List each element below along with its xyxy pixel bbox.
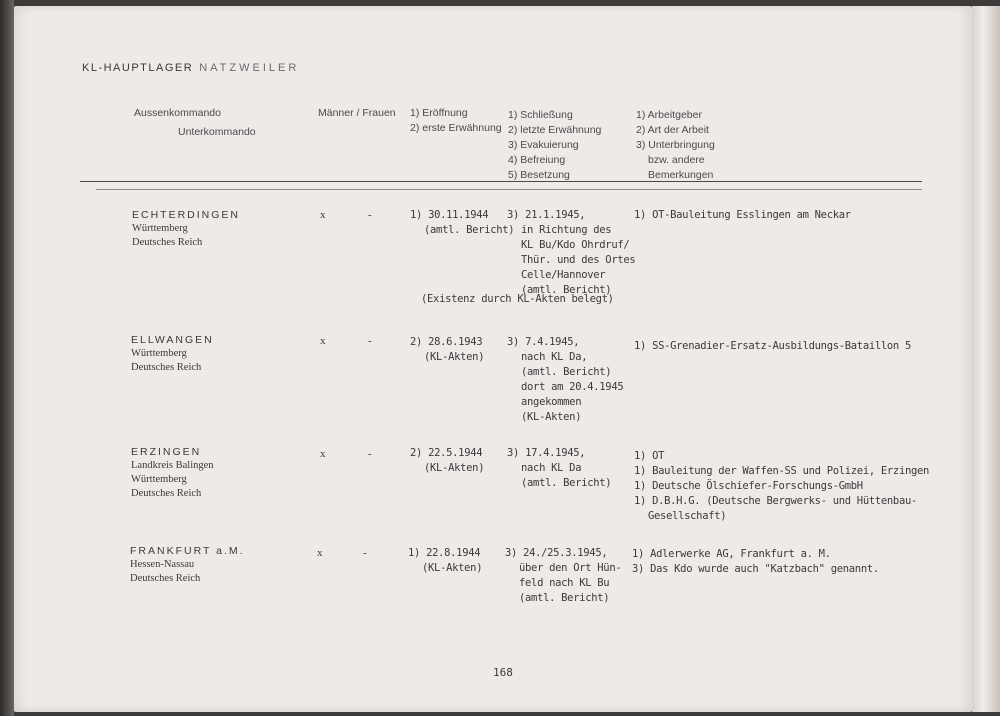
closing-line: nach KL Da,: [521, 351, 588, 363]
header-rule-secondary: [96, 189, 922, 190]
opening-line: (KL-Akten): [422, 562, 483, 574]
kommando-name: FRANKFURT a.M.: [130, 545, 245, 557]
kommando-location: Württemberg: [132, 223, 188, 234]
women-mark: -: [368, 448, 372, 460]
header-rule: [80, 181, 922, 182]
header-col3: [410, 106, 502, 136]
closing-line: 3) 17.4.1945,: [507, 447, 586, 459]
closing-line: 3) 21.1.1945,: [507, 209, 586, 221]
kommando-name: ECHTERDINGEN: [132, 209, 241, 221]
kommando-location: Deutsches Reich: [131, 362, 202, 373]
kommando-name: ELLWANGEN: [131, 334, 214, 346]
running-head-camp: NATZWEILER: [199, 62, 300, 74]
book-spine-shadow: [0, 0, 14, 716]
closing-line: (amtl. Bericht): [519, 592, 610, 604]
header-col1-line: Unterkommando: [178, 126, 256, 138]
opening-line: 2) 22.5.1944: [410, 447, 483, 459]
remarks-line: Gesellschaft): [648, 510, 727, 522]
men-mark: x: [320, 448, 326, 460]
closing-line: (KL-Akten): [521, 411, 582, 423]
remarks-line: 1) Adlerwerke AG, Frankfurt a. M.: [632, 548, 831, 560]
page-number: 168: [493, 666, 513, 679]
header-col1: [134, 106, 256, 140]
kommando-location: Württemberg: [131, 348, 187, 359]
header-col4-line: 5) Besetzung: [508, 169, 570, 181]
closing-cell: [505, 546, 621, 606]
header-col5-line: 2) Art der Arbeit: [636, 124, 709, 136]
header-col5-line: 3) Unterbringung: [636, 139, 715, 151]
kommando-location: Hessen-Nassau: [130, 559, 195, 570]
running-head-title: KL-HAUPTLAGER: [82, 62, 194, 74]
closing-cell: [507, 446, 611, 491]
kommando-location: Deutsches Reich: [132, 237, 203, 248]
header-col4-line: 2) letzte Erwähnung: [508, 124, 602, 136]
men-mark: x: [317, 547, 323, 559]
remarks-line: 1) OT-Bauleitung Esslingen am Neckar: [634, 209, 851, 221]
opening-cell: [410, 208, 514, 238]
opening-line: 2) 28.6.1943: [410, 336, 483, 348]
women-mark: -: [368, 335, 372, 347]
closing-line: Thür. und des Ortes: [521, 254, 636, 266]
header-col2: Männer / Frauen: [318, 107, 396, 119]
kommando-location: Landkreis Balingen: [131, 460, 214, 471]
closing-line: feld nach KL Bu: [519, 577, 610, 589]
header-col4-line: 1) Schließung: [508, 109, 573, 121]
header-col3-line: 2) erste Erwähnung: [410, 122, 502, 134]
opening-cell: [410, 335, 484, 365]
opening-line: (KL-Akten): [424, 462, 485, 474]
closing-line: (amtl. Bericht): [521, 477, 612, 489]
page-stack-edge: [972, 6, 1000, 712]
closing-line: in Richtung des: [521, 224, 612, 236]
opening-line: 1) 22.8.1944: [408, 547, 481, 559]
closing-line: nach KL Da: [521, 462, 582, 474]
kommando-location: Deutsches Reich: [130, 573, 201, 584]
closing-cell: [507, 335, 623, 425]
header-col5-line: bzw. andere: [648, 154, 705, 166]
remarks-cell: [634, 449, 929, 524]
header-col1-line: Aussenkommando: [134, 107, 221, 119]
existence-note: (Existenz durch KL-Akten belegt): [421, 293, 614, 305]
table-row-name: [131, 445, 214, 501]
header-col4-line: 3) Evakuierung: [508, 139, 579, 151]
closing-line: KL Bu/Kdo Ohrdruf/: [521, 239, 630, 251]
kommando-location: Deutsches Reich: [131, 488, 202, 499]
men-mark: x: [320, 209, 326, 221]
remarks-line: 1) OT: [634, 450, 665, 462]
header-col4: [508, 108, 601, 183]
closing-line: 3) 24./25.3.1945,: [505, 547, 608, 559]
opening-line: 1) 30.11.1944: [410, 209, 489, 221]
remarks-cell: [632, 547, 879, 577]
header-col5-line: Bemerkungen: [648, 169, 714, 181]
women-mark: -: [363, 547, 367, 559]
women-mark: -: [368, 209, 372, 221]
closing-line: 3) 7.4.1945,: [507, 336, 580, 348]
kommando-name: ERZINGEN: [131, 446, 202, 458]
men-mark: x: [320, 335, 326, 347]
closing-line: (amtl. Bericht): [521, 284, 612, 296]
remarks-line: 1) D.B.H.G. (Deutsche Bergwerks- und Hüttenbau-: [634, 495, 918, 507]
remarks-line: 1) Bauleitung der Waffen-SS und Polizei, Erzingen: [634, 465, 930, 477]
opening-cell: [410, 446, 484, 476]
table-row-name: [132, 208, 240, 250]
running-head: [82, 62, 299, 74]
header-col4-line: 4) Befreiung: [508, 154, 566, 166]
closing-line: Celle/Hannover: [521, 269, 606, 281]
header-col3-line: 1) Eröffnung: [410, 107, 468, 119]
remarks-line: 3) Das Kdo wurde auch "Katzbach" genannt.: [632, 563, 879, 575]
opening-line: (KL-Akten): [424, 351, 485, 363]
remarks-cell: [634, 208, 851, 223]
closing-line: (amtl. Bericht): [521, 366, 612, 378]
opening-line: (amtl. Bericht): [424, 224, 515, 236]
closing-line: dort am 20.4.1945: [521, 381, 624, 393]
remarks-cell: [634, 339, 911, 354]
remarks-line: 1) Deutsche Ölschiefer-Forschungs-GmbH: [634, 480, 863, 492]
closing-line: angekommen: [521, 396, 582, 408]
table-row-name: [130, 544, 245, 586]
closing-line: über den Ort Hün-: [519, 562, 622, 574]
kommando-location: Württemberg: [131, 474, 187, 485]
closing-cell: [507, 208, 635, 298]
header-col5-line: 1) Arbeitgeber: [636, 109, 702, 121]
header-col5: [636, 108, 715, 183]
remarks-line: 1) SS-Grenadier-Ersatz-Ausbildungs-Bataillon 5: [634, 340, 911, 352]
table-row-name: [131, 333, 214, 375]
opening-cell: [408, 546, 482, 576]
